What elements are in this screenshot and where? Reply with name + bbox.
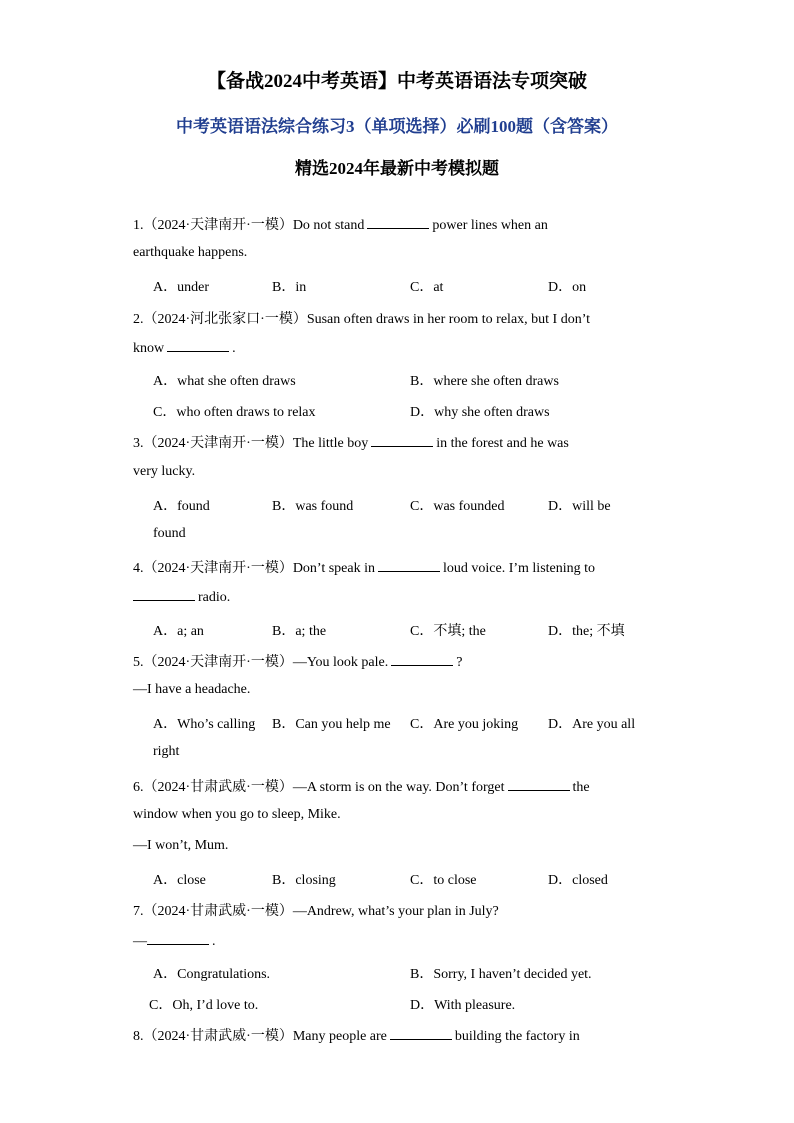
question-4-line-2: radio. bbox=[133, 588, 230, 606]
question-3-option-d: D．will be bbox=[548, 499, 611, 514]
question-5-option-d: D．Are you all bbox=[548, 717, 636, 732]
answer-blank bbox=[367, 216, 429, 229]
question-2-option-b: B．where she often draws bbox=[410, 374, 559, 389]
question-7-line-2: — . bbox=[133, 934, 216, 949]
question-4-line-1: 4.（2024·天津南开·一模）Don’t speak in loud voice. I’m listening to bbox=[133, 561, 596, 576]
question-3-option-b: B．was found bbox=[272, 499, 354, 514]
question-2-line-1: 2.（2024·河北张家口·一模）Susan often draws in her room to relax, but I don’t bbox=[133, 312, 591, 327]
question-5-option-c: C．Are you joking bbox=[410, 717, 519, 732]
page-title: 【备战2024中考英语】中考英语语法专项突破 bbox=[206, 71, 587, 92]
question-5-option-a: A．Who’s calling bbox=[153, 717, 256, 732]
answer-blank bbox=[390, 1027, 452, 1040]
question-8-line-1: 8.（2024·甘肃武威·一模）Many people are building the factory in bbox=[133, 1029, 580, 1044]
question-6-option-c: C．to close bbox=[410, 873, 477, 888]
answer-blank bbox=[391, 653, 453, 666]
question-3-line-1: 3.（2024·天津南开·一模）The little boy in the forest and he was bbox=[133, 436, 569, 451]
question-4-option-b: B．a; the bbox=[272, 624, 327, 639]
question-6-line-1: 6.（2024·甘肃武威·一模）—A storm is on the way. Don’t forget the bbox=[133, 780, 590, 795]
question-6-line-2: window when you go to sleep, Mike. bbox=[133, 807, 341, 822]
answer-blank bbox=[378, 559, 440, 572]
question-2-option-c: C．who often draws to relax bbox=[153, 405, 316, 420]
question-1-line-1: 1.（2024·天津南开·一模）Do not stand power lines when an bbox=[133, 218, 548, 233]
question-1-option-a: A．under bbox=[153, 280, 209, 295]
question-1-line-2: earthquake happens. bbox=[133, 245, 248, 260]
question-5-line-1: 5.（2024·天津南开·一模）—You look pale. ? bbox=[133, 655, 463, 670]
page-subtitle: 中考英语语法综合练习3（单项选择）必刷100题（含答案） bbox=[176, 117, 618, 136]
question-7-option-d: D．With pleasure. bbox=[410, 998, 516, 1013]
question-4-option-a: A．a; an bbox=[153, 624, 204, 639]
question-3-option-c: C．was founded bbox=[410, 499, 505, 514]
question-7-option-b: B．Sorry, I haven’t decided yet. bbox=[410, 967, 592, 982]
question-1-option-c: C．at bbox=[410, 280, 444, 295]
question-2-option-d: D．why she often draws bbox=[410, 405, 550, 420]
question-7-option-a: A．Congratulations. bbox=[153, 967, 271, 982]
answer-blank bbox=[508, 778, 570, 791]
answer-blank bbox=[371, 434, 433, 447]
answer-blank bbox=[167, 339, 229, 352]
answer-blank bbox=[147, 932, 209, 945]
question-3-line-2: very lucky. bbox=[133, 464, 196, 479]
page-subtitle-secondary: 精选2024年最新中考模拟题 bbox=[295, 159, 499, 178]
question-6-option-a: A．close bbox=[153, 873, 206, 888]
question-6-line-3: —I won’t, Mum. bbox=[133, 838, 229, 853]
question-1-option-d: D．on bbox=[548, 280, 587, 295]
question-4-option-c: C．不填; the bbox=[410, 624, 486, 639]
question-4-option-d: D．the; 不填 bbox=[548, 624, 625, 639]
answer-blank bbox=[133, 588, 195, 601]
question-5-option-d-wrap: right bbox=[153, 744, 180, 759]
question-2-option-a: A．what she often draws bbox=[153, 374, 296, 389]
question-1-option-b: B．in bbox=[272, 280, 307, 295]
question-7-option-c: C．Oh, I’d love to. bbox=[149, 998, 259, 1013]
question-5-option-b: B．Can you help me bbox=[272, 717, 391, 732]
question-6-option-b: B．closing bbox=[272, 873, 336, 888]
question-3-option-d-wrap: found bbox=[153, 526, 186, 541]
question-5-line-2: —I have a headache. bbox=[133, 682, 251, 697]
question-3-option-a: A．found bbox=[153, 499, 210, 514]
question-2-line-2: know . bbox=[133, 341, 236, 356]
question-7-line-1: 7.（2024·甘肃武威·一模）—Andrew, what’s your plan in July? bbox=[133, 904, 499, 919]
question-6-option-d: D．closed bbox=[548, 873, 608, 888]
